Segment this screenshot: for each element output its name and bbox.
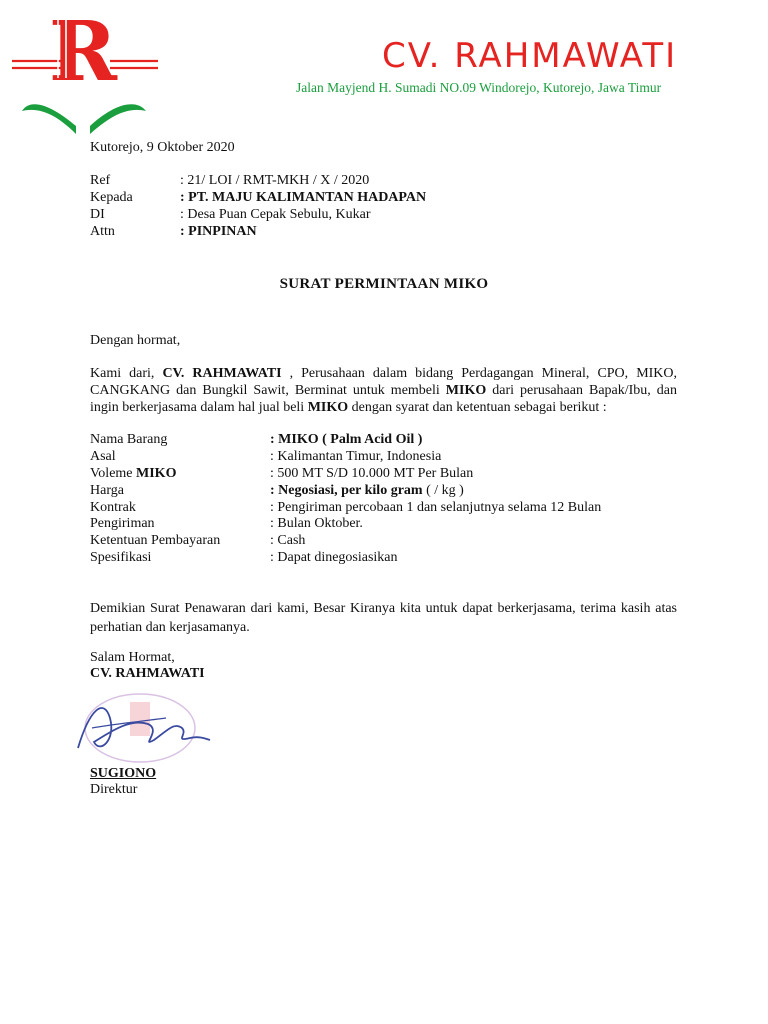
intro-text-4: dengan syarat dan ketentuan sebagai berikut : (351, 400, 607, 415)
spec-label: Harga (90, 483, 124, 498)
spec-label-miko: MIKO (136, 466, 177, 481)
sign-off-greeting: Salam Hormat, (90, 650, 175, 665)
company-address: Jalan Mayjend H. Sumadi NO.09 Windorejo, Kutorejo, Jawa Timur (296, 80, 662, 95)
intro-miko-2: MIKO (307, 400, 349, 415)
intro-miko-1: MIKO (445, 383, 487, 398)
ref-label: Ref (90, 173, 111, 188)
date-line: Kutorejo, 9 Oktober 2020 (90, 140, 235, 155)
intro-paragraph (90, 365, 677, 416)
spec-value: : Pengiriman percobaan 1 dan selanjutnya selama 12 Bulan (270, 500, 602, 515)
spec-value: : Bulan Oktober. (270, 516, 363, 531)
letter-title: SURAT PERMINTAAN MIKO (279, 276, 489, 292)
spec-value: : Cash (270, 533, 306, 548)
spec-label: Kontrak (90, 500, 136, 515)
spec-label: Pengiriman (90, 516, 155, 531)
kepada-value: : PT. MAJU KALIMANTAN HADAPAN (180, 190, 427, 205)
signature-stamp (70, 688, 220, 768)
spec-value (270, 483, 464, 499)
signature-stroke (92, 718, 166, 728)
intro-text-2: , Perusahaan dalam bidang Perdagangan Mineral, CPO, MIKO, CANGKANG dan Bungkil Sawit, Berminat untuk membeli (90, 366, 678, 398)
company-logo (10, 6, 160, 141)
spec-label: Nama Barang (90, 432, 168, 447)
closing-paragraph: Demikian Surat Penawaran dari kami, Besar Kiranya kita untuk dapat berkerjasama, terima kasih atas perhatian dan kerjasamanya. (90, 601, 677, 635)
kepada-label: Kepada (90, 190, 133, 205)
signer-title: Direktur (90, 782, 138, 797)
stamp-mark (130, 702, 150, 736)
di-value: : Desa Puan Cepak Sebulu, Kukar (180, 207, 371, 222)
attn-label: Attn (90, 224, 115, 239)
spec-label: Ketentuan Pembayaran (90, 533, 221, 548)
spec-label-prefix: Voleme (90, 466, 137, 481)
signer-name: SUGIONO (90, 766, 157, 781)
spec-value-rest: ( / kg ) (422, 483, 464, 498)
spec-label: Spesifikasi (90, 550, 152, 565)
intro-text-1: Kami dari, (90, 366, 155, 381)
di-label: DI (90, 207, 105, 222)
logo-left-leaf (22, 104, 76, 134)
spec-value: : MIKO ( Palm Acid Oil ) (270, 432, 423, 447)
attn-value: : PINPINAN (180, 224, 257, 239)
spec-value-bold: : Negosiasi, per kilo gram (270, 483, 423, 498)
spec-value: : 500 MT S/D 10.000 MT Per Bulan (270, 466, 474, 481)
salutation: Dengan hormat, (90, 333, 181, 348)
spec-value: : Dapat dinegosiasikan (270, 550, 398, 565)
sign-off-company: CV. RAHMAWATI (90, 666, 205, 681)
spec-label: Asal (90, 449, 116, 464)
ref-value: : 21/ LOI / RMT-MKH / X / 2020 (180, 173, 370, 188)
logo-letter: R (48, 6, 118, 100)
company-name: CV. RAHMAWATI (382, 36, 678, 76)
spec-value: : Kalimantan Timur, Indonesia (270, 449, 442, 464)
intro-company: CV. RAHMAWATI (162, 366, 282, 381)
logo-right-leaf (90, 104, 146, 134)
spec-label (90, 466, 176, 482)
intro-text-3: dari perusahaan Bapak/Ibu, dan ingin berkerjasama dalam hal jual beli (90, 383, 678, 415)
